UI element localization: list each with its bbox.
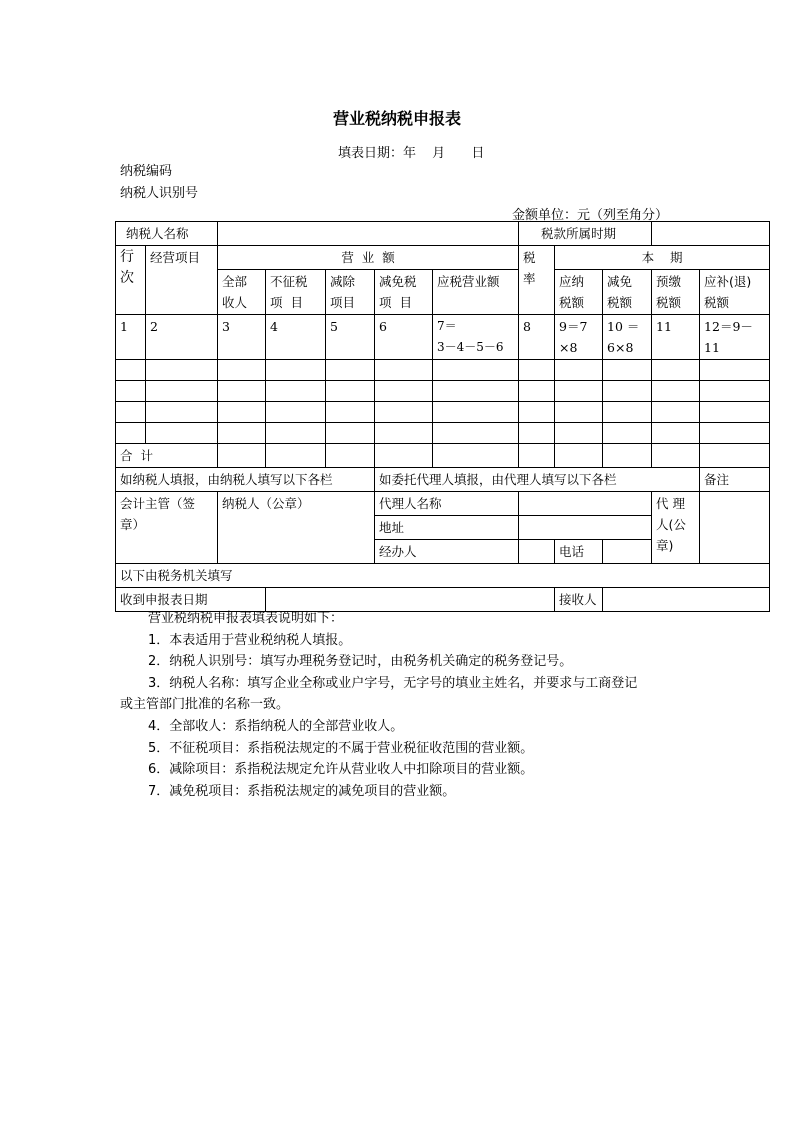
phone-label: 电话 [555,540,603,564]
table-cell[interactable] [116,360,146,381]
table-cell[interactable] [375,381,433,402]
table-cell[interactable] [603,381,652,402]
instructions-heading: 营业税纳税申报表填表说明如下： [148,611,344,626]
table-cell[interactable] [146,360,218,381]
col-number: 2 [146,315,218,360]
table-cell[interactable] [218,381,266,402]
tax-period-field[interactable] [652,222,770,246]
remarks-field[interactable] [700,492,770,564]
table-cell[interactable] [146,402,218,423]
fill-date-day: 日 [471,146,485,161]
table-cell[interactable] [326,423,375,444]
line-no-header: 行 次 [116,246,146,315]
table-row [116,402,770,423]
instruction-item: 2．纳税人识别号：填写办理税务登记时，由税务机关确定的税务登记号。 [148,654,573,670]
phone-field[interactable] [603,540,652,564]
table-cell[interactable] [375,444,433,468]
col-number: 7＝ 3－4－5－6 [433,315,519,360]
taxpayer-fill-label: 如纳税人填报，由纳税人填写以下各栏 [116,468,375,492]
col-number: 10 ＝ 6×8 [603,315,652,360]
table-cell[interactable] [555,360,603,381]
table-cell[interactable] [326,360,375,381]
business-item-header: 经营项目 [146,246,218,315]
address-label: 地址 [375,516,519,540]
table-cell[interactable] [375,360,433,381]
col-number: 5 [326,315,375,360]
table-cell[interactable] [218,360,266,381]
table-cell[interactable] [218,423,266,444]
tax-period-label: 税款所属时期 [519,222,652,246]
table-cell[interactable] [603,444,652,468]
tax-code-label: 纳税编码 [120,164,173,179]
table-cell[interactable] [375,423,433,444]
fill-date-label: 填表日期：年 [338,146,417,161]
table-cell[interactable] [700,444,770,468]
table-cell[interactable] [519,423,555,444]
table-cell[interactable] [652,402,700,423]
current-period-header: 本 期 [555,246,770,270]
table-cell[interactable] [266,360,326,381]
table-cell[interactable] [326,402,375,423]
col-number: 3 [218,315,266,360]
table-cell[interactable] [700,423,770,444]
column-number-row [116,315,770,360]
table-cell[interactable] [652,360,700,381]
table-cell[interactable] [266,402,326,423]
fill-date-line [338,142,484,161]
table-cell[interactable] [266,423,326,444]
col-number: 11 [652,315,700,360]
taxpayer-name-field[interactable] [218,222,519,246]
table-cell[interactable] [116,423,146,444]
agent-name-label: 代理人名称 [375,492,519,516]
deduction-header: 减除 项目 [326,270,375,315]
instruction-item: 或主管部门批准的名称一致。 [120,697,290,713]
remarks-label: 备注 [700,468,770,492]
tax-payable-header: 应纳 税额 [555,270,603,315]
table-cell[interactable] [519,381,555,402]
tax-due-header: 应补(退) 税额 [700,270,770,315]
table-row [116,360,770,381]
total-income-header: 全部 收人 [218,270,266,315]
table-cell[interactable] [603,402,652,423]
tax-rate-header: 税 率 [519,246,555,315]
accountant-seal: 会计主管（签 章） [116,492,218,564]
table-cell[interactable] [700,360,770,381]
table-cell[interactable] [555,423,603,444]
table-cell[interactable] [326,444,375,468]
exemption-header: 减免税 项 目 [375,270,433,315]
table-cell[interactable] [519,402,555,423]
form-title: 营业税纳税申报表 [332,109,461,128]
table-cell[interactable] [218,402,266,423]
total-label: 合 计 [116,444,218,468]
table-cell[interactable] [433,381,519,402]
instruction-item: 7．减免税项目：系指税法规定的减免项目的营业额。 [148,783,456,799]
col-number: 8 [519,315,555,360]
table-cell[interactable] [555,381,603,402]
handler-label: 经办人 [375,540,519,564]
instruction-item: 5．不征税项目：系指税法规定的不属于营业税征收范围的营业额。 [148,740,534,756]
address-field[interactable] [519,516,652,540]
instruction-item: 4．全部收人：系指纳税人的全部营业收人。 [148,718,404,734]
col-number: 6 [375,315,433,360]
taxable-turnover-header: 应税营业额 [433,270,519,315]
table-cell[interactable] [326,381,375,402]
instruction-item: 6．减除项目：系指税法规定允许从营业收人中扣除项目的营业额。 [148,762,534,778]
prepaid-tax-header: 预缴 税额 [652,270,700,315]
table-cell[interactable] [555,402,603,423]
taxpayer-name-label: 纳税人名称 [116,222,218,246]
table-cell[interactable] [700,381,770,402]
table-cell[interactable] [375,402,433,423]
fill-date-month: 月 [432,146,446,161]
table-cell[interactable] [603,423,652,444]
tax-return-table [115,221,770,612]
table-cell[interactable] [555,444,603,468]
table-cell[interactable] [218,444,266,468]
table-cell[interactable] [700,402,770,423]
turnover-header: 营 业 额 [218,246,519,270]
instructions [120,608,680,802]
instruction-item: 1．本表适用于营业税纳税人填报。 [148,632,352,648]
table-cell[interactable] [146,423,218,444]
handler-field[interactable] [519,540,555,564]
table-row [116,423,770,444]
taxpayer-id-label: 纳税人识别号 [120,186,199,201]
taxpayer-seal: 纳税人（公章） [218,492,375,564]
table-cell[interactable] [433,402,519,423]
agent-seal: 代 理 人(公 章) [652,492,700,564]
col-number: 12＝9－ 11 [700,315,770,360]
non-taxable-header: 不征税 项 目 [266,270,326,315]
table-cell[interactable] [652,444,700,468]
instruction-item: 3．纳税人名称：填写企业全称或业户字号，无字号的填业主姓名，并要求与工商登记 [148,675,638,691]
table-cell[interactable] [652,381,700,402]
total-row [116,444,770,468]
amount-unit-label: 金额单位：元（列至角分） [512,208,669,223]
table-cell[interactable] [116,402,146,423]
table-cell[interactable] [266,444,326,468]
table-cell[interactable] [116,381,146,402]
table-cell[interactable] [652,423,700,444]
table-cell[interactable] [433,360,519,381]
table-row [116,381,770,402]
agent-fill-label: 如委托代理人填报，由代理人填写以下各栏 [375,468,700,492]
col-number: 4 [266,315,326,360]
table-cell[interactable] [146,381,218,402]
table-cell[interactable] [433,423,519,444]
received-date-label: 收到申报表日期 [116,588,266,612]
tax-office-fill-label: 以下由税务机关填写 [116,564,770,588]
col-number: 1 [116,315,146,360]
tax-reduction-header: 减免 税额 [603,270,652,315]
table-cell[interactable] [266,381,326,402]
col-number: 9＝7 ×8 [555,315,603,360]
table-cell[interactable] [433,444,519,468]
agent-name-field[interactable] [519,492,652,516]
table-cell[interactable] [519,360,555,381]
receiver-label: 接收人 [555,588,603,612]
table-cell[interactable] [519,444,555,468]
table-cell[interactable] [603,360,652,381]
